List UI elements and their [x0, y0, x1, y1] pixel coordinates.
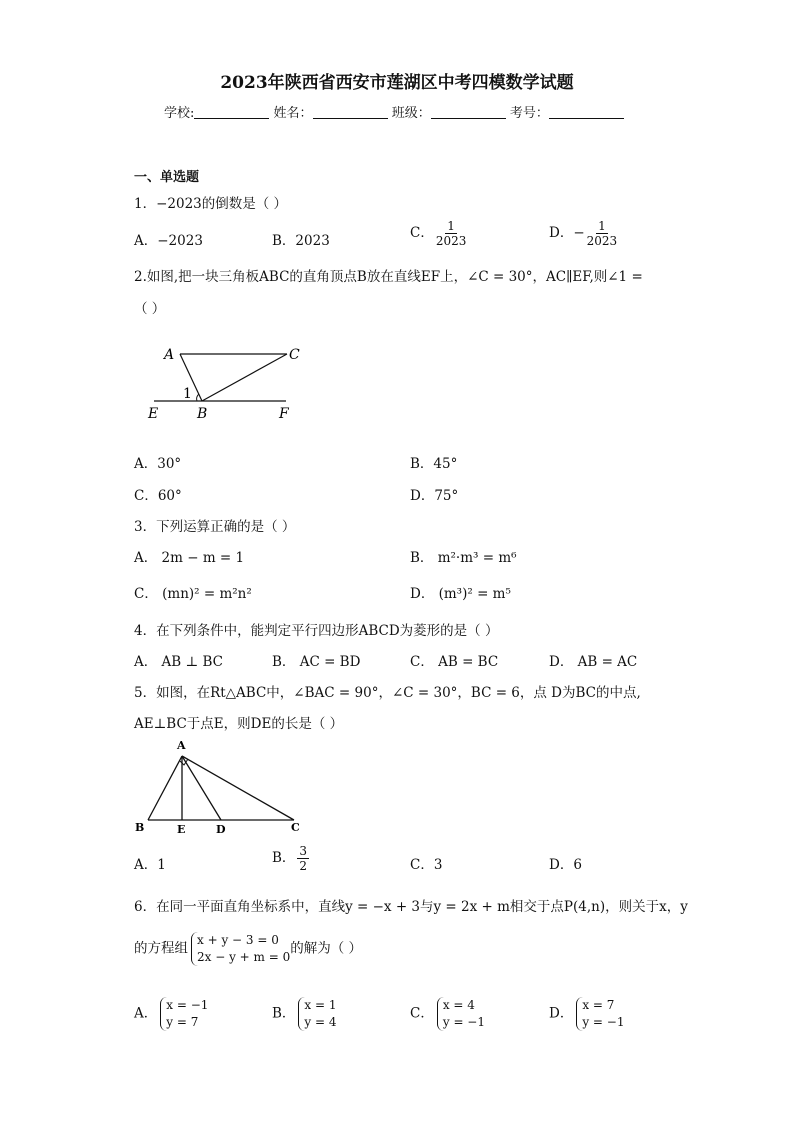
label-b: B — [135, 821, 145, 834]
page-title: 2023年陕西省西安市莲湖区中考四模数学试题 — [220, 73, 574, 93]
q6-stem: 6．在同一平面直角坐标系中，直线y = −x + 3与y = 2x + m相交于点P(4,n)，则关于x，y — [134, 899, 688, 915]
equation-2: 2x − y + m = 0 — [197, 950, 291, 964]
q4-option-b: B． AC = BD — [272, 654, 361, 670]
q2-option-d: D．75° — [410, 488, 459, 504]
class-blank — [431, 104, 506, 119]
q5-stem-line2: AE⊥BC于点E，则DE的长是（ ） — [134, 716, 344, 732]
label-f: F — [279, 406, 289, 422]
q3-stem: 3．下列运算正确的是（ ） — [134, 519, 296, 535]
q6-stem-line2 — [134, 932, 362, 966]
school-label: 学校: — [164, 106, 195, 121]
q2-option-a: A．30° — [134, 456, 182, 472]
q1-option-b: B．2023 — [272, 233, 330, 249]
q4-stem: 4．在下列条件中，能判定平行四边形ABCD为菱形的是（ ） — [134, 623, 499, 639]
q1-option-d-label: D．− — [549, 225, 585, 241]
q3-option-c: C． (mn)² = m²n² — [134, 586, 252, 602]
y-value: y = 4 — [304, 1015, 337, 1029]
q1-option-a: A．−2023 — [134, 233, 203, 249]
q2-figure — [140, 340, 320, 425]
denominator: 2023 — [586, 234, 618, 248]
q5-figure — [128, 736, 308, 838]
q6-option-c-label: C． — [410, 1005, 434, 1022]
label-e: E — [148, 406, 159, 422]
denominator: 2 — [299, 859, 308, 873]
q3-option-a: A． 2m − m = 1 — [134, 550, 245, 566]
q5-option-c: C．3 — [410, 857, 443, 873]
q2-stem: 2.如图,把一块三角板ABC的直角顶点B放在直线EF上，∠C = 30°，AC∥EF,则∠1 = — [134, 269, 643, 285]
number-blank — [549, 104, 624, 119]
school-blank — [194, 104, 269, 119]
class-label: 班级： — [391, 106, 431, 121]
q6-option-a — [134, 997, 208, 1031]
q1-stem: 1．−2023的倒数是（ ） — [134, 196, 288, 212]
q5-option-b-fraction — [297, 844, 309, 873]
q1-option-c-fraction — [436, 219, 467, 248]
label-a: A — [164, 347, 175, 363]
q2-option-c: C．60° — [134, 488, 182, 504]
q6-option-c-system — [437, 997, 485, 1031]
x-value: x = 4 — [442, 998, 475, 1012]
x-value: x = −1 — [166, 998, 209, 1012]
label-angle-1: 1 — [183, 386, 192, 402]
q6-option-d — [549, 997, 624, 1031]
section-title: 一、单选题 — [134, 170, 200, 185]
q2-option-b: B．45° — [410, 456, 458, 472]
number-label: 考号： — [509, 106, 549, 121]
numerator: 1 — [447, 219, 455, 233]
q5-stem: 5．如图，在Rt△ABC中，∠BAC = 90°，∠C = 30°，BC = 6，点 D为BC的中点, — [134, 685, 641, 701]
label-c: C — [291, 821, 300, 834]
denominator: 2023 — [435, 234, 467, 248]
label-c: C — [289, 347, 300, 363]
q6-option-c — [410, 997, 485, 1031]
x-value: x = 1 — [304, 998, 337, 1012]
numerator: 1 — [598, 219, 606, 233]
q1-option-d-fraction — [587, 219, 618, 248]
line-ab — [148, 756, 182, 820]
q6-option-a-system — [160, 997, 208, 1031]
equation-1: x + y − 3 = 0 — [197, 933, 279, 947]
q3-option-d: D． (m³)² = m⁵ — [410, 586, 511, 602]
y-value: y = −1 — [442, 1015, 485, 1029]
q1-option-c-label: C． — [410, 225, 434, 241]
q1-option-c — [410, 219, 468, 248]
q6-option-d-label: D． — [549, 1005, 574, 1022]
q6-option-b-system — [298, 997, 336, 1031]
name-blank — [313, 104, 388, 119]
y-value: y = 7 — [166, 1015, 199, 1029]
q5-option-b — [272, 844, 311, 873]
y-value: y = −1 — [582, 1015, 625, 1029]
student-info-line — [164, 102, 624, 121]
q5-option-d: D．6 — [549, 857, 582, 873]
q4-option-d: D． AB = AC — [549, 654, 638, 670]
name-label: 姓名： — [273, 106, 313, 121]
q1-option-d — [549, 219, 619, 248]
label-a: A — [177, 739, 186, 752]
q6-stem-suffix: 的解为（ ） — [290, 940, 363, 957]
q3-option-b: B． m²·m³ = m⁶ — [410, 550, 517, 566]
q6-option-a-label: A． — [134, 1005, 158, 1022]
line-bc — [202, 354, 287, 401]
line-ad — [182, 756, 221, 820]
q2-stem-paren: （ ） — [134, 301, 166, 317]
q6-stem-prefix: 的方程组 — [134, 940, 188, 957]
x-value: x = 7 — [582, 998, 615, 1012]
q6-option-d-system — [576, 997, 624, 1031]
line-ac — [182, 756, 294, 820]
q4-option-a: A． AB ⊥ BC — [134, 654, 223, 670]
q5-option-b-label: B． — [272, 850, 296, 866]
numerator: 3 — [299, 844, 308, 858]
label-e: E — [177, 823, 186, 836]
q6-equation-system — [191, 932, 290, 966]
q6-option-b — [272, 997, 337, 1031]
q5-option-a: A．1 — [134, 857, 166, 873]
label-d: D — [216, 823, 226, 836]
q4-option-c: C． AB = BC — [410, 654, 499, 670]
q6-option-b-label: B． — [272, 1005, 296, 1022]
label-b: B — [197, 406, 208, 422]
